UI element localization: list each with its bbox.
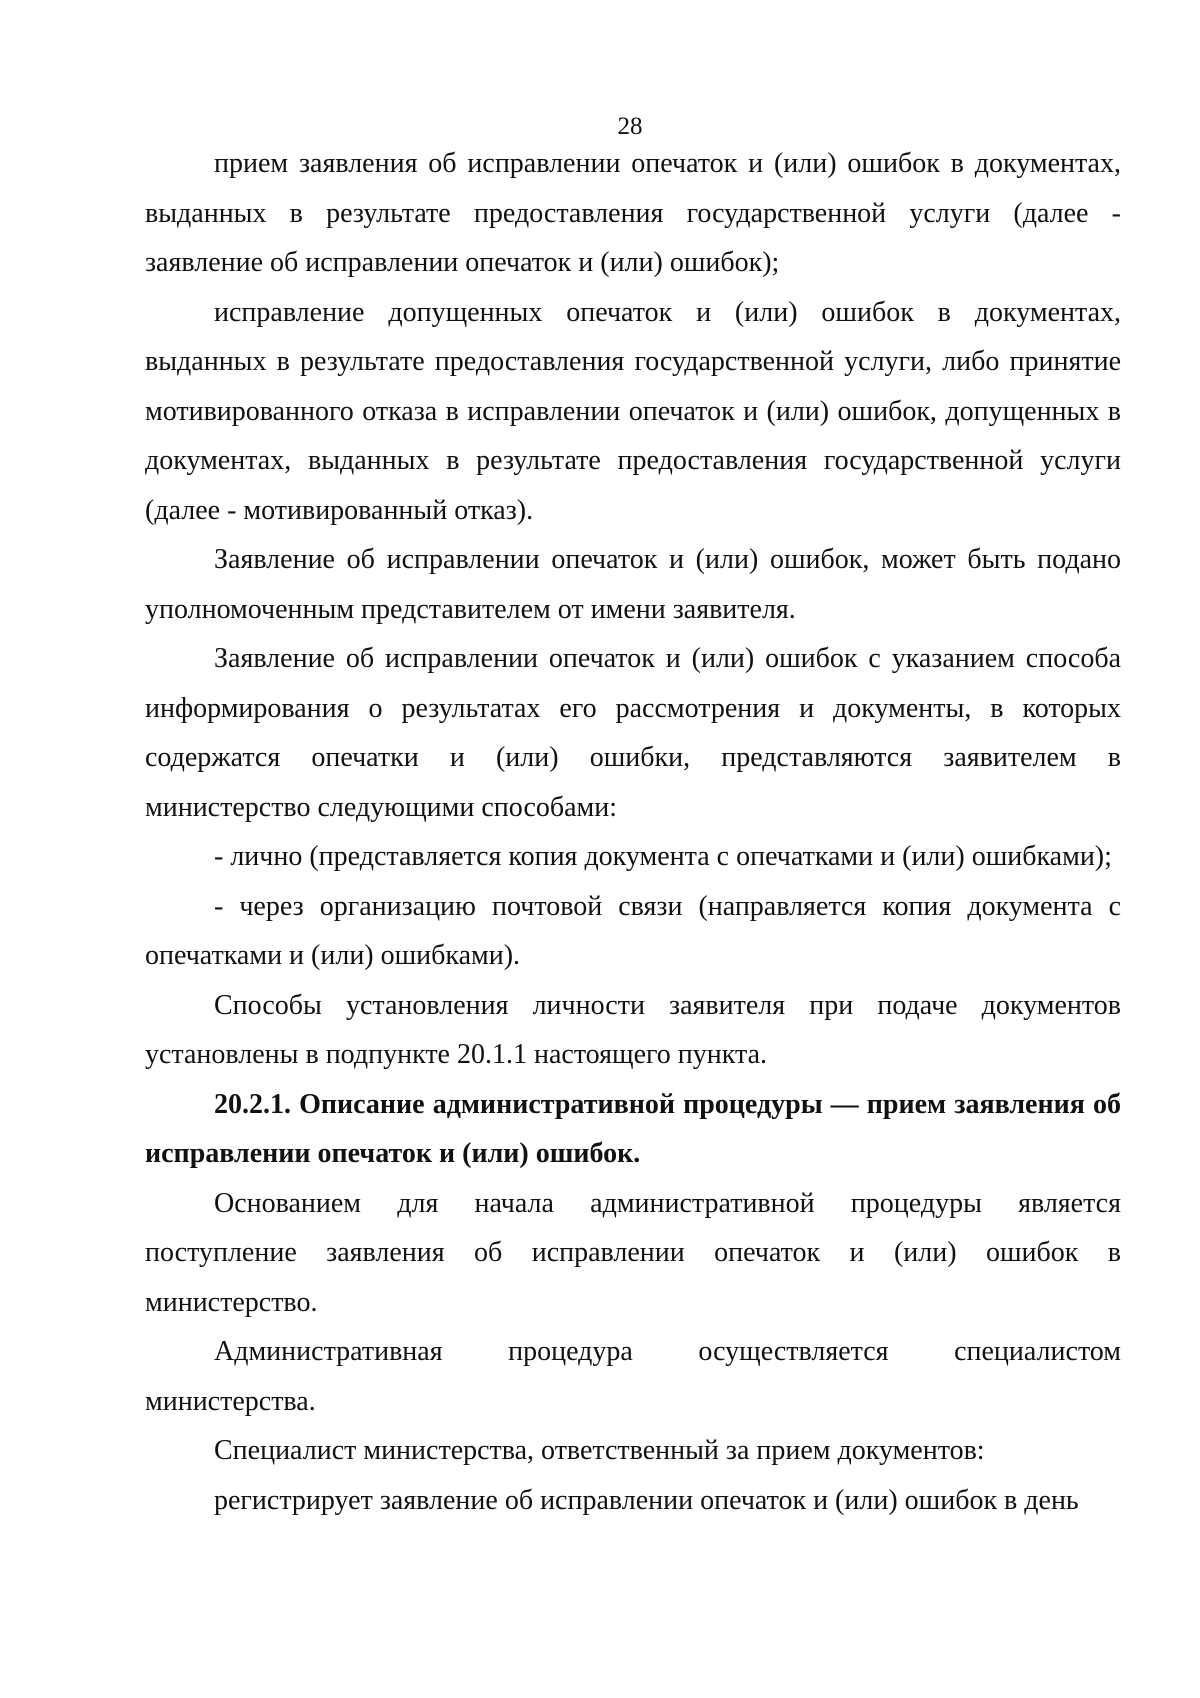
section-heading: 20.2.1. Описание административной процедуры — прием заявления об исправлении опечаток и (или) ошибок. <box>145 1088 1121 1169</box>
paragraph: исправление допущенных опечаток и (или) ошибок в документах, выданных в результате предоставления государственной услуги, либо принятие мотивированного отказа в исправлении опечаток и (или) ошибок, допущенных в документах, выданных в результате предоставления государственной услуги (далее - мотивированный отказ). <box>145 296 1121 526</box>
page-number: 28 <box>617 113 643 140</box>
list-item: - через организацию почтовой связи (направляется копия документа с опечатками и (или) ошибками). <box>145 890 1121 971</box>
paragraph: прием заявления об исправлении опечаток и (или) ошибок в документах, выданных в результате предоставления государственной услуги (далее - заявление об исправлении опечаток и (или) ошибок); <box>145 148 1121 278</box>
paragraph: Специалист министерства, ответственный за прием документов: <box>214 1435 985 1466</box>
paragraph: Заявление об исправлении опечаток и (или) ошибок с указанием способа информирования о результатах его рассмотрения и документы, в которых содержатся опечатки и (или) ошибки, представляются заявителем в министерство следующими способами: <box>145 643 1121 823</box>
document-body <box>145 139 1121 1525</box>
paragraph: регистрирует заявление об исправлении опечаток и (или) ошибок в день <box>214 1484 1079 1516</box>
paragraph: Основанием для начала административной процедуры является поступление заявления об исправлении опечаток и (или) ошибок в министерство. <box>145 1187 1121 1318</box>
paragraph: Заявление об исправлении опечаток и (или) ошибок, может быть подано уполномоченным представителем от имени заявителя. <box>145 544 1121 625</box>
paragraph: Способы установления личности заявителя при подаче документов установлены в подпункте 20.1.1 настоящего пункта. <box>145 989 1121 1070</box>
paragraph: Административная процедура осуществляется специалистом министерства. <box>145 1336 1121 1417</box>
list-item: - лично (представляется копия документа с опечатками и (или) ошибками); <box>214 841 1112 872</box>
